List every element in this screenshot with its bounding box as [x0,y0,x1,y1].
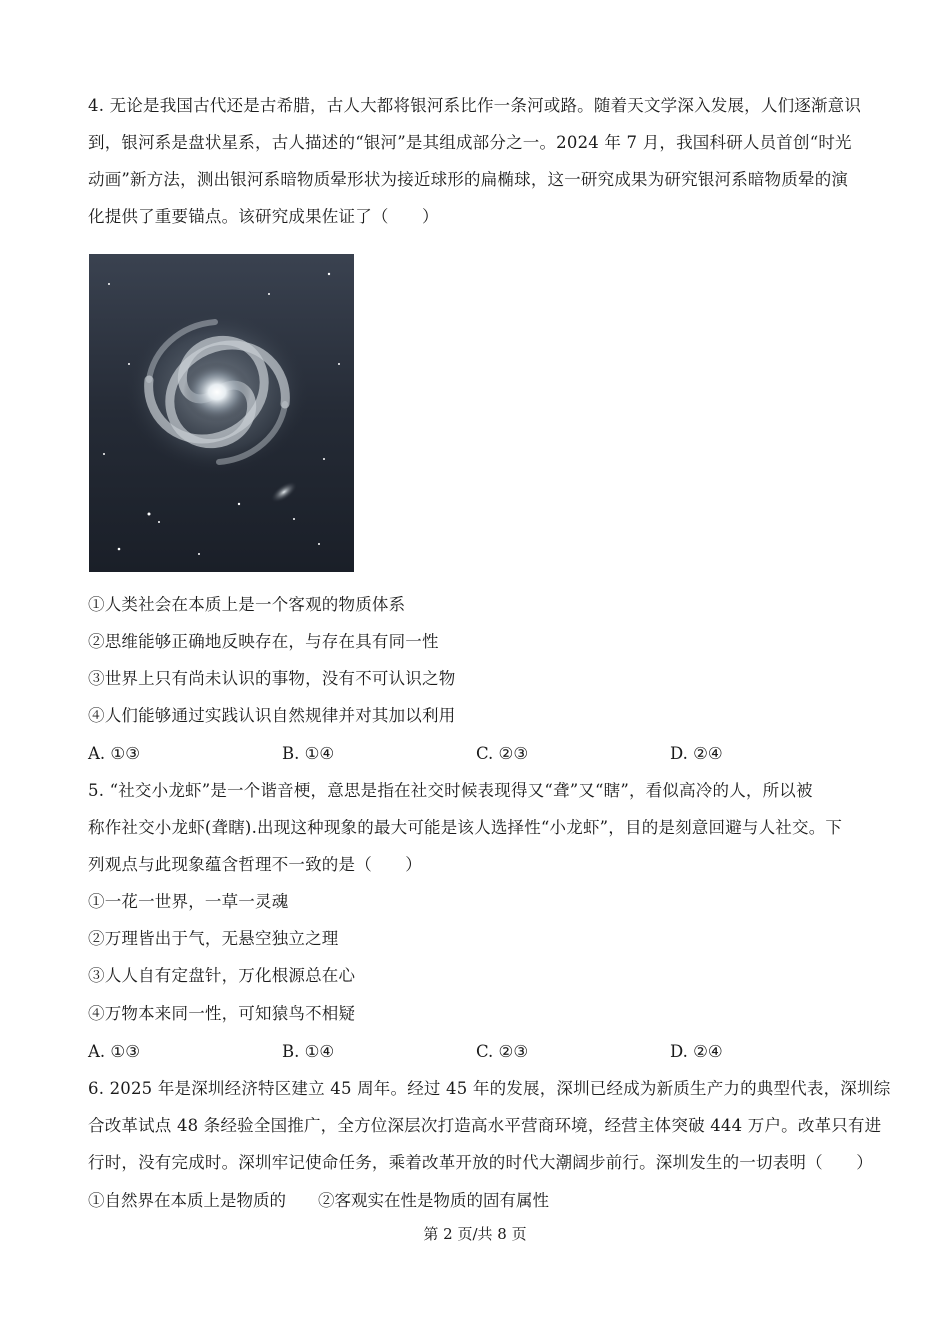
q4-statement-2: ②思维能够正确地反映存在，与存在具有同一性 [88,632,439,651]
q6-stem-line-1: 6. 2025 年是深圳经济特区建立 45 周年。经过 45 年的发展，深圳已经成为新质生产力的典型代表，深圳综 [88,1079,891,1098]
q5-statement-4: ④万物本来同一性，可知猿鸟不相疑 [88,1004,356,1023]
q6-stem-line-3: 行时，没有完成时。深圳牢记使命任务，乘着改革开放的时代大潮阔步前行。深圳发生的一切表明（ ） [88,1153,873,1172]
q5-option-a[interactable]: A. ①③ [88,1042,140,1061]
q5-option-c[interactable]: C. ②③ [476,1042,529,1061]
q4-option-d[interactable]: D. ②④ [670,744,723,763]
q5-statement-3: ③人人自有定盘针，万化根源总在心 [88,966,356,985]
q5-statement-1: ①一花一世界，一草一灵魂 [88,892,289,911]
q6-statements-row [88,1190,549,1212]
q4-option-a[interactable]: A. ①③ [88,744,140,763]
q5-stem-line-2: 称作社交小龙虾(聋瞎).出现这种现象的最大可能是该人选择性“小龙虾”，目的是刻意回避与人社交。下 [88,818,843,837]
galaxy-image [89,254,354,572]
q6-statement-1: ①自然界在本质上是物质的 [88,1191,286,1210]
q6-stem-line-2: 合改革试点 48 条经验全国推广，全方位深层次打造高水平营商环境，经营主体突破 444 万户。改革只有进 [88,1116,882,1135]
q5-option-b[interactable]: B. ①④ [282,1042,335,1061]
q4-option-b[interactable]: B. ①④ [282,744,335,763]
q4-stem-line-2: 到，银河系是盘状星系，古人描述的“银河”是其组成部分之一。2024 年 7 月，我国科研人员首创“时光 [88,133,852,152]
q5-options [88,1041,868,1063]
q5-stem-line-3: 列观点与此现象蕴含哲理不一致的是（ ） [88,855,422,874]
q4-stem-line-4: 化提供了重要锚点。该研究成果佐证了（ ） [88,207,439,226]
q4-option-c[interactable]: C. ②③ [476,744,529,763]
spiral-galaxy-photo [89,254,354,572]
q5-statement-2: ②万理皆出于气，无悬空独立之理 [88,929,339,948]
q5-stem-line-1: 5. “社交小龙虾”是一个谐音梗，意思是指在社交时候表现得又“聋”又“瞎”，看似高冷的人，所以被 [88,781,813,800]
q4-statement-3: ③世界上只有尚未认识的事物，没有不可认识之物 [88,669,456,688]
q6-statement-2: ②客观实在性是物质的固有属性 [318,1191,549,1210]
q4-statement-4: ④人们能够通过实践认识自然规律并对其加以利用 [88,706,456,725]
q5-option-d[interactable]: D. ②④ [670,1042,723,1061]
q4-statement-1: ①人类社会在本质上是一个客观的物质体系 [88,595,406,614]
q4-options [88,743,868,765]
q4-stem-line-1: 4. 无论是我国古代还是古希腊，古人大都将银河系比作一条河或路。随着天文学深入发展，人们逐渐意识 [88,96,862,115]
page-footer: 第 2 页/共 8 页 [423,1225,527,1243]
q4-stem-line-3: 动画”新方法，测出银河系暗物质晕形状为接近球形的扁椭球，这一研究成果为研究银河系暗物质晕的演 [88,170,849,189]
